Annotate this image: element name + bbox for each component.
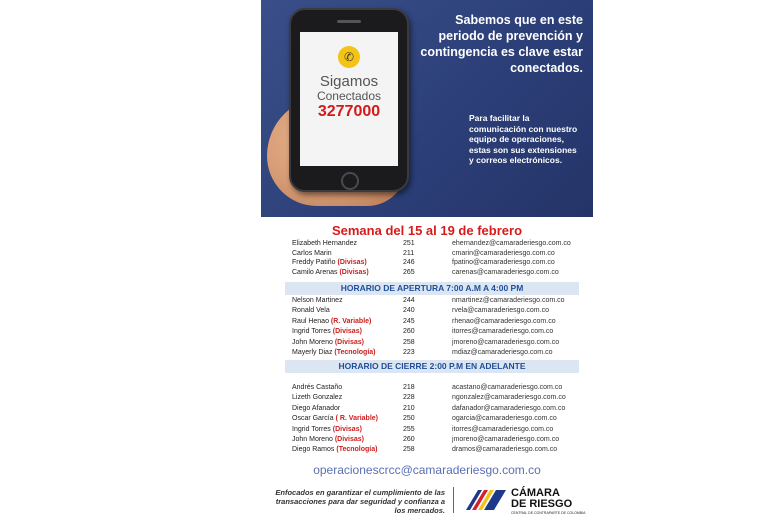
contact-name xyxy=(292,339,364,346)
contact-row xyxy=(261,250,593,260)
screen-line1: Sigamos xyxy=(319,73,379,90)
phone-call-icon: ✆ xyxy=(338,46,360,68)
contact-tag: (Divisas) xyxy=(337,259,367,266)
contact-row xyxy=(261,384,593,394)
contact-name-text: Mayerly Diaz xyxy=(292,349,335,356)
contact-extension: 265 xyxy=(403,268,415,276)
contact-name xyxy=(292,318,371,325)
contact-row xyxy=(261,339,593,349)
flyer xyxy=(261,0,593,520)
contact-email[interactable]: itorres@camaraderiesgo.com.co xyxy=(452,425,554,433)
contact-extension: 240 xyxy=(403,307,415,315)
contact-extension: 245 xyxy=(403,317,415,325)
contact-email[interactable]: carenas@camaraderiesgo.com.co xyxy=(452,268,559,276)
contact-email[interactable]: jmoreno@camaraderiesgo.com.co xyxy=(452,338,560,346)
contact-tag: (Tecnología) xyxy=(336,446,378,454)
contact-extension: 258 xyxy=(403,446,415,454)
contact-extension: 210 xyxy=(403,404,415,412)
screen-line2: Conectados xyxy=(316,89,382,103)
section-opening-hours: HORARIO DE APERTURA 7:00 A.M A 4:00 PM xyxy=(285,282,579,295)
contact-name-text: Nelson Martinez xyxy=(292,297,343,304)
contact-tag: (Divisas) xyxy=(332,425,362,433)
contact-tag: ( R. Variable) xyxy=(335,415,378,423)
contact-name xyxy=(292,384,342,391)
phone-screen xyxy=(300,32,398,166)
contact-row xyxy=(261,259,593,269)
contact-email[interactable]: fpatino@camaraderiesgo.com.co xyxy=(452,259,555,266)
contact-row xyxy=(261,436,593,446)
contact-name-text: Diego Afanador xyxy=(292,404,341,412)
banner-headline: Sabemos que en este periodo de prevención y contingencia es clave estar conectados. xyxy=(420,13,583,75)
contact-email[interactable]: nmartinez@camaraderiesgo.com.co xyxy=(452,297,565,304)
contact-email[interactable]: acastano@camaraderiesgo.com.co xyxy=(452,384,563,391)
contact-email[interactable]: rhenao@camaraderiesgo.com.co xyxy=(452,317,556,325)
logo-line1: CÁMARA xyxy=(511,487,560,499)
contact-name xyxy=(292,415,378,422)
contact-extension: 250 xyxy=(403,415,415,423)
contact-name-text: Raul Henao xyxy=(292,317,331,325)
banner-info: Para facilitar la comunicación con nuestro equipo de operaciones, estas son sus extensiones y correos electrónicos. xyxy=(469,113,578,165)
logo-name xyxy=(511,488,572,510)
contact-extension: 244 xyxy=(403,297,415,304)
phone-speaker xyxy=(337,20,361,23)
operations-email[interactable]: operacionescrcc@camaraderiesgo.com.co xyxy=(313,463,541,477)
phone-image xyxy=(289,8,409,192)
week-title: Semana del 15 al 19 de febrero xyxy=(331,223,523,238)
contact-name xyxy=(292,269,369,276)
contact-email[interactable]: ehernandez@camaraderiesgo.com.co xyxy=(452,240,571,247)
contact-row xyxy=(261,318,593,328)
contact-email[interactable]: rvela@camaraderiesgo.com.co xyxy=(452,307,549,315)
contact-tag: (Divisas) xyxy=(334,338,364,346)
contact-name-text: Diego Ramos xyxy=(292,446,337,454)
contact-name xyxy=(292,250,332,257)
logo-subtitle: CENTRAL DE CONTRAPARTE DE COLOMBIA xyxy=(511,511,586,515)
contact-name-text: Ronald Vela xyxy=(292,307,330,315)
contact-email[interactable]: cmarin@camaraderiesgo.com.co xyxy=(452,249,555,257)
contact-extension: 228 xyxy=(403,394,415,402)
contact-email[interactable]: jmoreno@camaraderiesgo.com.co xyxy=(452,436,560,443)
contact-row xyxy=(261,415,593,425)
contact-row xyxy=(261,394,593,404)
contact-email[interactable]: mdiaz@camaraderiesgo.com.co xyxy=(452,349,553,356)
contact-row xyxy=(261,240,593,250)
contact-name-text: John Moreno xyxy=(292,338,335,346)
contact-tag: (R. Variable) xyxy=(330,317,372,325)
contact-name-text: Ingrid Torres xyxy=(292,425,333,433)
contact-extension: 246 xyxy=(403,259,415,266)
screen-phone-number: 3277000 xyxy=(317,103,381,120)
contact-extension: 260 xyxy=(403,436,415,443)
contact-tag: (Tecnología) xyxy=(334,349,376,356)
contact-extension: 211 xyxy=(403,249,415,257)
footer xyxy=(261,484,593,520)
contact-name-text: Lizeth Gonzalez xyxy=(292,394,343,402)
contact-tag: (Divisas) xyxy=(339,268,369,276)
footer-tagline: Enfocados en garantizar el cumplimiento de las transacciones para dar seguridad y confianza a los mercados. xyxy=(275,488,445,515)
contact-extension: 218 xyxy=(403,384,415,391)
contact-name xyxy=(292,240,357,247)
contact-email[interactable]: ogarcia@camaraderiesgo.com.co xyxy=(452,415,557,423)
phone-home-button xyxy=(341,172,359,190)
contact-name-text: Andrés Castaño xyxy=(292,384,343,391)
contact-name xyxy=(292,349,376,356)
contact-name xyxy=(292,328,362,335)
contact-row xyxy=(261,405,593,415)
contact-extension: 255 xyxy=(403,425,415,433)
contact-name xyxy=(292,297,343,304)
contact-name-text: Freddy Patiño xyxy=(292,259,338,266)
contact-name-text: Camilo Arenas xyxy=(292,268,340,276)
contact-extension: 258 xyxy=(403,338,415,346)
contact-row xyxy=(261,307,593,317)
logo-line2: DE RIESGO xyxy=(511,498,573,510)
banner xyxy=(261,0,593,217)
contact-name xyxy=(292,259,367,266)
contact-email[interactable]: dramos@camaraderiesgo.com.co xyxy=(452,446,558,454)
contact-extension: 223 xyxy=(403,349,415,356)
contact-name-text: John Moreno xyxy=(292,436,335,443)
contact-email[interactable]: itorres@camaraderiesgo.com.co xyxy=(452,328,554,336)
section-closing-hours: HORARIO DE CIERRE 2:00 P.M EN ADELANTE xyxy=(285,360,579,373)
contact-tag: (Divisas) xyxy=(334,436,364,443)
contact-name-text: Elizabeth Hernandez xyxy=(292,240,357,247)
contact-name-text: Oscar García xyxy=(292,415,336,423)
contact-row xyxy=(261,349,593,359)
contact-name xyxy=(292,405,340,412)
contact-row xyxy=(261,446,593,456)
footer-divider xyxy=(453,487,454,513)
contact-name xyxy=(292,436,364,443)
contact-name-text: Ingrid Torres xyxy=(292,328,333,336)
contact-row xyxy=(261,328,593,338)
contact-extension: 260 xyxy=(403,328,415,336)
contact-email[interactable]: ngonzalez@camaraderiesgo.com.co xyxy=(452,394,566,402)
contact-name xyxy=(292,394,342,401)
contact-row xyxy=(261,426,593,436)
contact-name xyxy=(292,426,362,433)
contact-row xyxy=(261,269,593,279)
contact-row xyxy=(261,297,593,307)
contact-name xyxy=(292,307,330,314)
contact-name-text: Carlos Marin xyxy=(292,249,332,257)
contact-extension: 251 xyxy=(403,240,415,247)
contact-tag: (Divisas) xyxy=(332,328,362,336)
contact-name xyxy=(292,446,377,453)
contact-email[interactable]: dafanador@camaraderiesgo.com.co xyxy=(452,404,566,412)
camara-logo-icon xyxy=(464,486,508,514)
